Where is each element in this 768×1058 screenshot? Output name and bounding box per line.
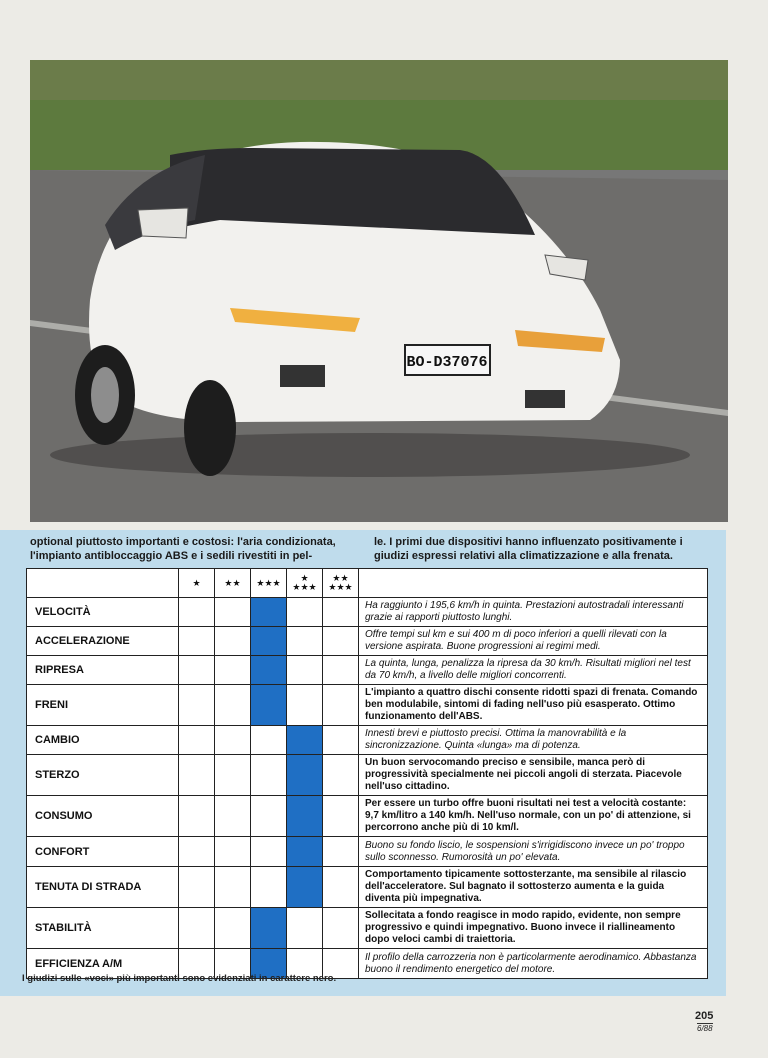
row-comment: Per essere un turbo offre buoni risultati nei test a velocità costante: 9,7 km/litro a 140 km/h. Nell'uso normale, con un po' di attenzione, si percorrono anche più di 10 km/l. bbox=[359, 796, 708, 837]
rating-cell bbox=[287, 908, 323, 949]
rating-cell bbox=[179, 796, 215, 837]
rating-cell bbox=[323, 627, 359, 656]
rating-bar bbox=[287, 837, 323, 867]
rating-cell bbox=[179, 755, 215, 796]
rating-bar bbox=[251, 685, 287, 726]
rating-cell bbox=[287, 598, 323, 627]
rating-cell bbox=[323, 726, 359, 755]
row-label: CAMBIO bbox=[27, 726, 179, 755]
rating-cell bbox=[251, 796, 287, 837]
rating-cell bbox=[323, 837, 359, 867]
rating-cell bbox=[323, 685, 359, 726]
rating-cell bbox=[215, 796, 251, 837]
rating-cell bbox=[251, 837, 287, 867]
rating-cell bbox=[179, 726, 215, 755]
table-row bbox=[27, 598, 708, 627]
table-row bbox=[27, 796, 708, 837]
ratings-header-row bbox=[27, 569, 708, 598]
row-label: STABILITÀ bbox=[27, 908, 179, 949]
rating-cell bbox=[287, 627, 323, 656]
rating-cell bbox=[179, 598, 215, 627]
row-comment: Il profilo della carrozzeria non è particolarmente aerodinamico. Abbastanza buono il rendimento energetico del motore. bbox=[359, 949, 708, 979]
rating-cell bbox=[215, 656, 251, 685]
ratings-table bbox=[26, 568, 708, 979]
table-row bbox=[27, 837, 708, 867]
license-plate: BO-D37076 bbox=[406, 354, 488, 371]
rating-cell bbox=[215, 726, 251, 755]
row-label: FRENI bbox=[27, 685, 179, 726]
row-comment: L'impianto a quattro dischi consente ridotti spazi di frenata. Comando ben modulabile, sintomi di fading nell'uso più esasperato. Ottimo funzionamento dell'ABS. bbox=[359, 685, 708, 726]
rating-bar bbox=[287, 796, 323, 837]
header-stars-4: ★ ★★★ bbox=[287, 569, 323, 598]
car-photo bbox=[30, 60, 728, 522]
rating-cell bbox=[179, 685, 215, 726]
rating-bar bbox=[287, 755, 323, 796]
rating-cell bbox=[251, 755, 287, 796]
rating-cell bbox=[323, 908, 359, 949]
rating-cell bbox=[179, 908, 215, 949]
rating-cell bbox=[323, 598, 359, 627]
rating-cell bbox=[287, 685, 323, 726]
rating-cell bbox=[215, 837, 251, 867]
rating-bar bbox=[251, 598, 287, 627]
table-row bbox=[27, 867, 708, 908]
header-stars-5: ★★ ★★★ bbox=[323, 569, 359, 598]
rating-cell bbox=[251, 726, 287, 755]
rating-bar bbox=[251, 656, 287, 685]
rating-cell bbox=[179, 627, 215, 656]
header-stars-3: ★★★ bbox=[251, 569, 287, 598]
footnote: I giudizi sulle «voci» più importanti sono evidenziati in carattere nero. bbox=[22, 973, 337, 984]
row-label: CONFORT bbox=[27, 837, 179, 867]
intro-text-left: optional piuttosto importanti e costosi: l'aria condizionata, l'impianto antibloccaggio ABS e i sedili rivestiti in pel- bbox=[30, 536, 336, 562]
table-row bbox=[27, 685, 708, 726]
rating-cell bbox=[215, 598, 251, 627]
table-row bbox=[27, 627, 708, 656]
row-comment: Sollecitata a fondo reagisce in modo rapido, evidente, non sempre progressivo e quindi impegnativo. Buono invece il riallineamento dopo veloci cambi di traiettoria. bbox=[359, 908, 708, 949]
row-comment: La quinta, lunga, penalizza la ripresa da 30 km/h. Risultati migliori nel test da 70 km/h, a livello delle migliori concorrenti. bbox=[359, 656, 708, 685]
rating-bar bbox=[287, 726, 323, 755]
rating-cell bbox=[215, 755, 251, 796]
table-row bbox=[27, 726, 708, 755]
rating-bar bbox=[251, 627, 287, 656]
rating-bar bbox=[287, 867, 323, 908]
rating-cell bbox=[323, 867, 359, 908]
rating-cell bbox=[251, 867, 287, 908]
row-comment: Offre tempi sul km e sui 400 m di poco inferiori a quelli rilevati con la versione aspirata. Buone progressioni ai regimi medi. bbox=[359, 627, 708, 656]
rating-cell bbox=[323, 656, 359, 685]
row-comment: Ha raggiunto i 195,6 km/h in quinta. Prestazioni autostradali interessanti grazie ai rapporti piuttosto lunghi. bbox=[359, 598, 708, 627]
row-comment: Comportamento tipicamente sottosterzante, ma sensibile al rilascio dell'acceleratore. Sul bagnato il sottosterzo aumenta e la guida diventa più impegnativa. bbox=[359, 867, 708, 908]
intro-text-right: le. I primi due dispositivi hanno influenzato positivamente i giudizi espressi relativi alla climatizzazione e alla frenata. bbox=[374, 536, 683, 562]
row-label: CONSUMO bbox=[27, 796, 179, 837]
rating-cell bbox=[215, 867, 251, 908]
header-empty bbox=[27, 569, 179, 598]
page-number: 205 bbox=[695, 1010, 714, 1022]
row-label: VELOCITÀ bbox=[27, 598, 179, 627]
row-label: RIPRESA bbox=[27, 656, 179, 685]
row-comment: Buono su fondo liscio, le sospensioni s'irrigidiscono invece un po' troppo sullo sconnesso. Rumorosità un po' elevata. bbox=[359, 837, 708, 867]
header-stars-1: ★ bbox=[179, 569, 215, 598]
rating-cell bbox=[179, 867, 215, 908]
rating-cell bbox=[179, 656, 215, 685]
header-comment bbox=[359, 569, 708, 598]
row-label: EFFICIENZA A/M bbox=[27, 949, 179, 979]
row-label: ACCELERAZIONE bbox=[27, 627, 179, 656]
rating-cell bbox=[215, 908, 251, 949]
rating-cell bbox=[323, 755, 359, 796]
row-label: TENUTA DI STRADA bbox=[27, 867, 179, 908]
rating-cell bbox=[323, 796, 359, 837]
rating-cell bbox=[215, 685, 251, 726]
issue-number: 6/88 bbox=[697, 1024, 713, 1033]
header-stars-2: ★★ bbox=[215, 569, 251, 598]
row-comment: Innesti brevi e piuttosto precisi. Ottima la manovrabilità e la sincronizzazione. Quinta «lunga» ma di potenza. bbox=[359, 726, 708, 755]
rating-cell bbox=[179, 837, 215, 867]
table-row bbox=[27, 755, 708, 796]
row-comment: Un buon servocomando preciso e sensibile, manca però di progressività specialmente nei piccoli angoli di sterzata. Piacevole nell'uso cittadino. bbox=[359, 755, 708, 796]
rating-cell bbox=[287, 656, 323, 685]
row-label: STERZO bbox=[27, 755, 179, 796]
table-row bbox=[27, 656, 708, 685]
rating-cell bbox=[215, 627, 251, 656]
rating-bar bbox=[251, 908, 287, 949]
table-row bbox=[27, 908, 708, 949]
